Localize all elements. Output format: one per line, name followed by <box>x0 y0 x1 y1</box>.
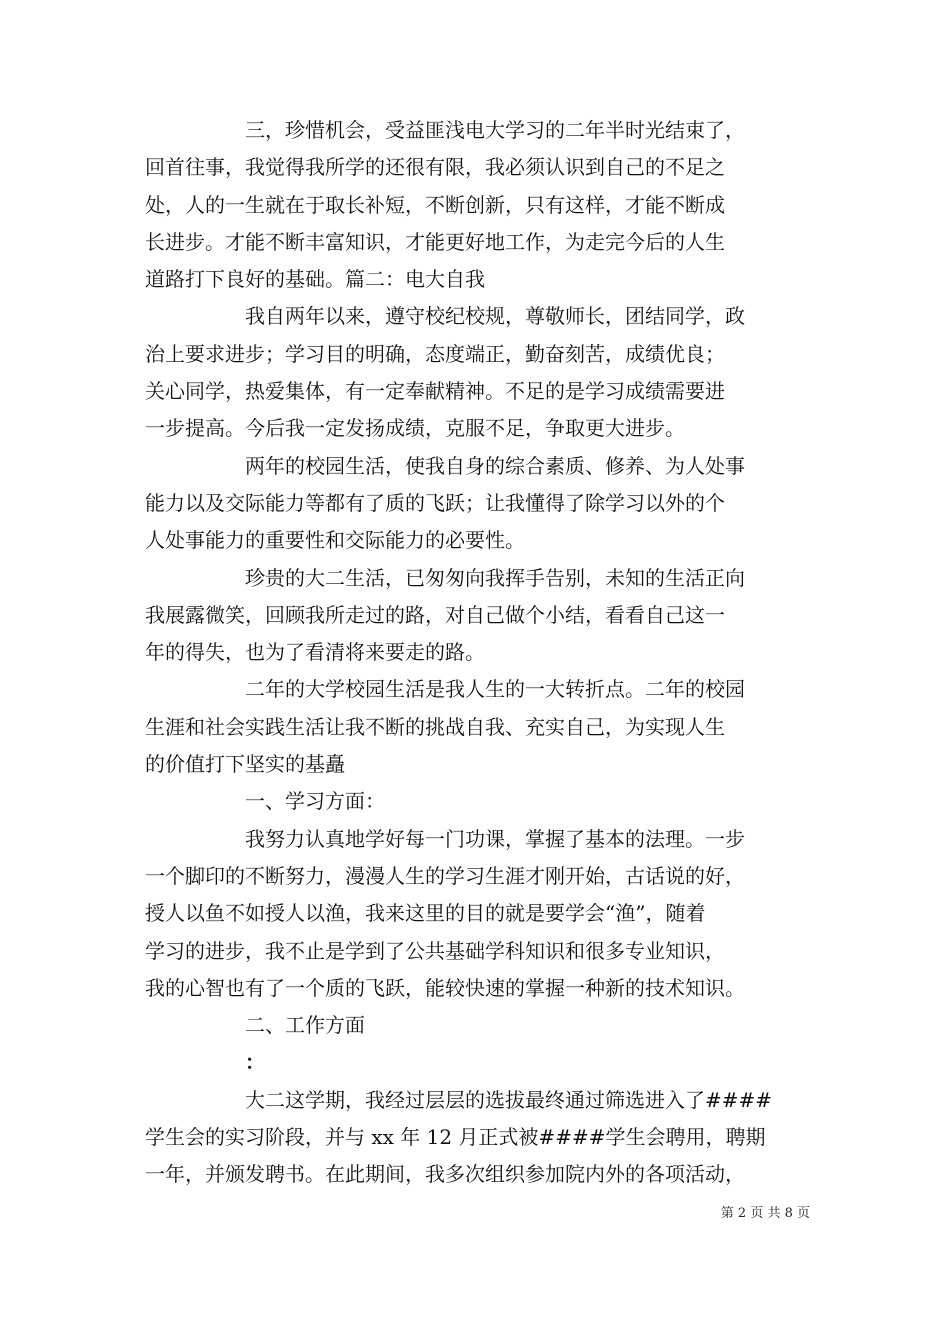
section-heading: 二、工作方面 <box>245 1013 365 1038</box>
text-line: 大二这学期，我经过层层的选拔最终通过筛选进入了#### <box>245 1087 773 1112</box>
section-heading: 一、学习方面： <box>245 789 385 814</box>
text-line: 二年的大学校园生活是我人生的一大转折点。二年的校园 <box>245 677 745 702</box>
text-line: 一年，并颁发聘书。在此期间，我多次组织参加院内外的各项活动， <box>145 1162 745 1187</box>
text-line: 授人以鱼不如授人以渔，我来这里的目的就是要学会“渔”，随着 <box>145 901 706 926</box>
text-line: 我的心智也有了一个质的飞跃，能较快速的掌握一种新的技术知识。 <box>145 975 745 1000</box>
text-line: 年的得失，也为了看清将来要走的路。 <box>145 640 485 665</box>
text-line: 学生会的实习阶段，并与 xx 年 12 月正式被####学生会聘用，聘期 <box>145 1125 766 1150</box>
text-line: 回首往事，我觉得我所学的还很有限，我必须认识到自己的不足之 <box>145 155 725 180</box>
text-line: 的价值打下坚实的基矗 <box>145 752 345 777</box>
text-line: ： <box>245 1050 265 1075</box>
text-line: 两年的校园生活，使我自身的综合素质、修养、为人处事 <box>245 453 745 478</box>
text-line: 我展露微笑，回顾我所走过的路，对自己做个小结，看看自己这一 <box>145 602 725 627</box>
text-line: 我努力认真地学好每一门功课，掌握了基本的法理。一步 <box>245 826 745 851</box>
text-line: 长进步。才能不断丰富知识，才能更好地工作，为走完今后的人生 <box>145 229 725 254</box>
text-line: 学习的进步，我不止是学到了公共基础学科知识和很多专业知识， <box>145 938 725 963</box>
text-line: 珍贵的大二生活，已匆匆向我挥手告别，未知的生活正向 <box>245 565 745 590</box>
text-line: 能力以及交际能力等都有了质的飞跃；让我懂得了除学习以外的个 <box>145 490 725 515</box>
text-line: 生涯和社会实践生活让我不断的挑战自我、充实自己，为实现人生 <box>145 714 725 739</box>
text-line: 治上要求进步；学习目的明确，态度端正，勤奋刻苦，成绩优良； <box>145 341 725 366</box>
text-line: 关心同学，热爱集体，有一定奉献精神。不足的是学习成绩需要进 <box>145 379 725 404</box>
text-line: 一步提高。今后我一定发扬成绩，克服不足，争取更大进步。 <box>145 416 685 441</box>
text-line: 一个脚印的不断努力，漫漫人生的学习生涯才刚开始，古话说的好， <box>145 863 745 888</box>
text-line: 道路打下良好的基础。篇二：电大自我 <box>145 267 485 292</box>
text-line: 处，人的一生就在于取长补短，不断创新，只有这样，才能不断成 <box>145 192 725 217</box>
body-text <box>145 112 811 1194</box>
text-line: 人处事能力的重要性和交际能力的必要性。 <box>145 528 525 553</box>
text-line: 三，珍惜机会，受益匪浅电大学习的二年半时光结束了， <box>245 118 745 142</box>
page-number-footer: 第 2 页 共 8 页 <box>720 1206 810 1221</box>
text-line: 我自两年以来，遵守校纪校规，尊敬师长，团结同学，政 <box>245 304 745 329</box>
